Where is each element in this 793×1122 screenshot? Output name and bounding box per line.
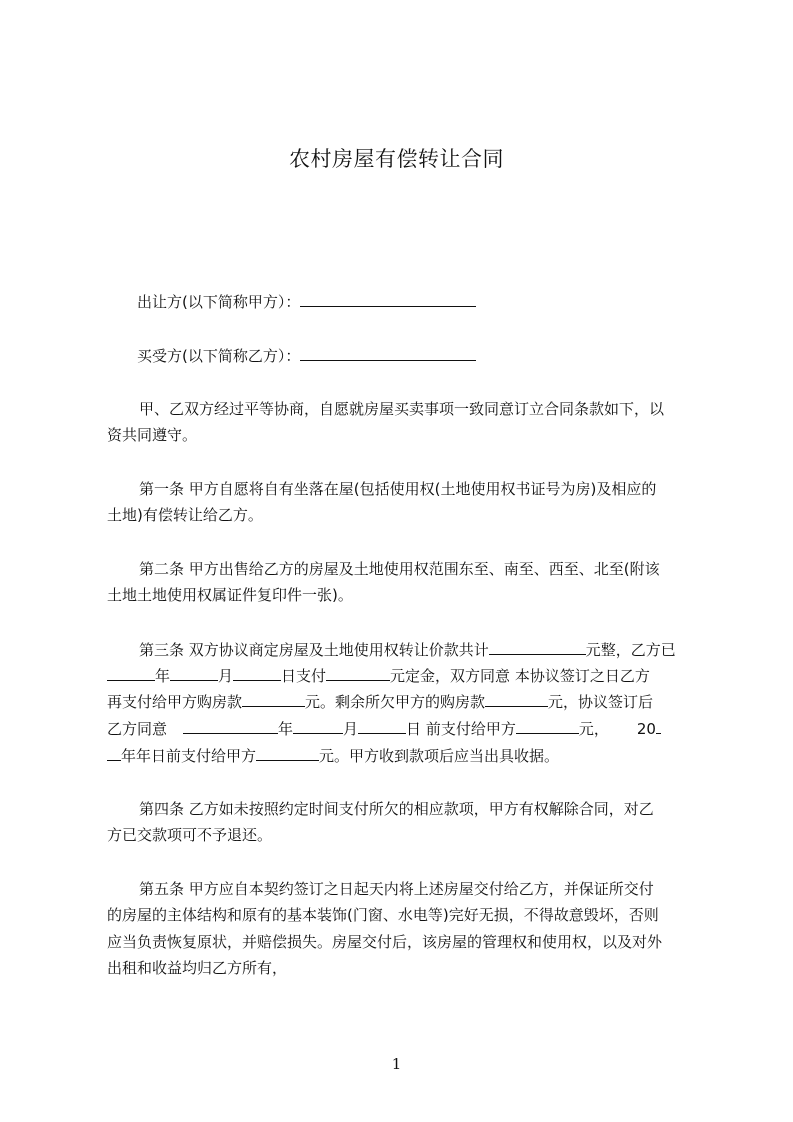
deposit-amount-blank[interactable] [326,665,390,681]
article-5-line-1: 第五条 甲方应自本契约签订之日起天内将上述房屋交付给乙方，并保证所交付 [139,880,654,898]
second-payment-blank[interactable] [242,691,305,707]
article-3-line-3 [107,691,653,712]
article-5-line-3: 应当负责恢复原状，并赔偿损失。房屋交付后，该房屋的管理权和使用权，以及对外 [107,933,663,951]
article-1-line-1: 第一条 甲方自愿将自有坐落在屋(包括使用权(土地使用权书证号为房)及相应的 [139,480,657,498]
article-2-line-2: 土地土地使用权属证件复印件一张)。 [107,586,353,604]
article-4-line-1: 第四条 乙方如未按照约定时间支付所欠的相应款项，甲方有权解除合同，对乙 [139,800,654,818]
article-3-text: 元定金，双方同意 本协议签订之日乙方 [390,667,650,685]
final-year-blank[interactable] [107,745,121,761]
article-5-line-4: 出租和收益均归乙方所有， [107,959,288,977]
installment-amount-blank[interactable] [516,718,579,734]
deposit-year-blank[interactable] [107,665,155,681]
article-3-text: 日 前支付给甲方 [406,720,516,738]
article-3-text: 月 [218,667,234,685]
page-number: 1 [391,1055,402,1073]
article-3-line-1 [139,639,676,660]
seller-label: 出让方(以下简称甲方）： [137,293,301,311]
article-3-text: 元， [578,720,609,738]
article-2-line-1: 第二条 甲方出售给乙方的房屋及土地使用权范围东至、南至、西至、北至(附该 [139,560,660,578]
article-3-text: 元整，乙方已 [585,641,676,659]
article-3-line-2 [107,665,650,686]
article-3-text: 乙方同意 [107,720,168,738]
article-3-text: 元，协议签订后 [548,693,654,711]
seller-line [137,291,476,312]
seller-blank[interactable] [300,291,476,307]
article-3-line-5 [107,745,559,766]
total-price-blank[interactable] [489,639,586,655]
intro-line-2: 资共同遵守。 [107,426,198,444]
article-5-line-2: 的房屋的主体结构和原有的基本装饰(门窗、水电等)完好无损，不得故意毁坏，否则 [107,906,659,924]
article-4-line-2: 方已交款项可不予退还。 [107,826,273,844]
article-3-line-4 [107,718,661,739]
article-3-text: 年 [278,720,294,738]
deposit-day-blank[interactable] [233,665,281,681]
buyer-line [137,345,476,366]
article-3-text: 年 [155,667,171,685]
article-3-text: 再支付给甲方购房款 [107,693,243,711]
article-3-text: 年年日前支付给甲方 [121,747,257,765]
article-3-text: 月 [343,720,359,738]
deposit-month-blank[interactable] [170,665,218,681]
article-1-line-2: 土地)有偿转让给乙方。 [107,506,263,524]
buyer-label: 买受方(以下简称乙方）： [137,347,301,365]
article-3-text: 元。剩余所欠甲方的购房款 [305,693,486,711]
article-3-text: 第三条 双方协议商定房屋及土地使用权转让价款共计 [139,641,489,659]
remaining-amount-blank[interactable] [485,691,548,707]
installment-month-blank[interactable] [293,718,343,734]
intro-line-1: 甲、乙双方经过平等协商，自愿就房屋买卖事项一致同意订立合同条款如下，以 [139,400,665,418]
article-3-text: 元。甲方收到款项后应当出具收据。 [319,747,560,765]
contract-title: 农村房屋有偿转让合同 [289,147,504,171]
buyer-blank[interactable] [300,345,476,361]
year-suffix-blank[interactable] [656,718,661,734]
final-amount-blank[interactable] [256,745,319,761]
article-3-text: 日支付 [281,667,327,685]
article-3-text: 20 [636,720,656,738]
installment-day-blank[interactable] [358,718,406,734]
installment-year-blank[interactable] [183,718,278,734]
